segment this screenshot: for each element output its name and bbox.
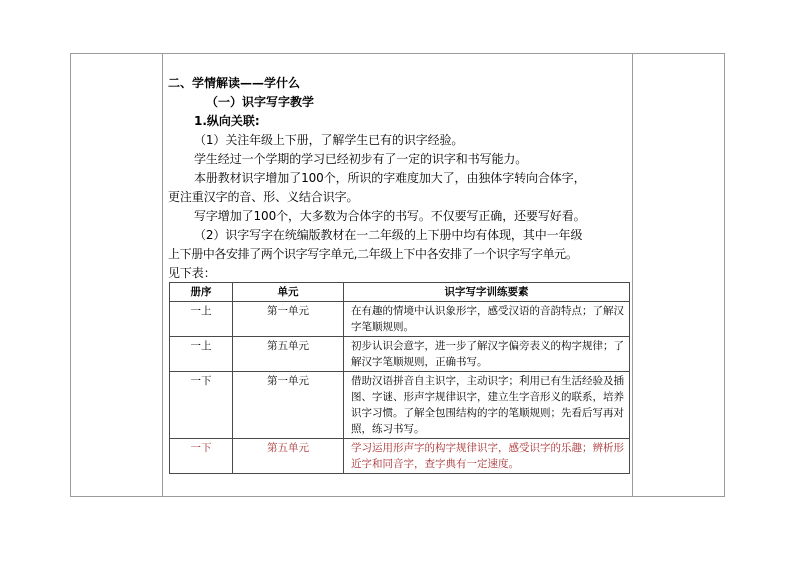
header-volume: 册序: [170, 283, 233, 302]
cell-volume: 一上: [170, 302, 233, 337]
paragraph: 上下册中各安排了两个识字写字单元,二年级上下中各安排了一个识字写字单元。: [168, 247, 578, 261]
cell-unit: 第一单元: [233, 302, 344, 337]
table-row: [170, 337, 630, 372]
cell-unit: 第五单元: [233, 337, 344, 372]
paragraph: 更注重汉字的音、形、义结合识字。: [168, 190, 359, 204]
header-content: 识字写字训练要素: [344, 283, 630, 302]
section-title: 二、学情解读——学什么: [168, 76, 301, 90]
paragraph: （1）关注年级上下册，了解学生已有的识字经验。: [194, 133, 464, 147]
table-header-row: [170, 283, 630, 302]
paragraph: 本册教材识字增加了100个，所识的字难度加大了，由独体字转向合体字，: [194, 171, 586, 185]
paragraph: 见下表：: [168, 266, 216, 280]
cell-content: 在有趣的情境中认识象形字，感受汉语的音韵特点；了解汉字笔顺规则。: [344, 302, 630, 337]
cell-unit: 第五单元: [233, 439, 344, 474]
paragraph: 写字增加了100个，大多数为合体字的书写。不仅要写正确，还要写好看。: [194, 209, 586, 223]
content-cell: [168, 74, 630, 283]
item-title: 1.纵向关联:: [194, 114, 260, 128]
cell-unit: 第一单元: [233, 372, 344, 439]
column-divider-right: [632, 53, 633, 497]
paragraph: （2）识字写字在统编版教材在一二年级的上下册中均有体现，其中一年级: [194, 228, 583, 242]
sub-title: （一）识字写字教学: [206, 95, 315, 109]
unit-table: [169, 282, 630, 474]
table-row-highlighted: [170, 439, 630, 474]
cell-content: 借助汉语拼音自主识字，主动识字；利用已有生活经验及插图、字谜、形声字规律识字，建立生字音形义的联系，培养识字习惯。了解全包围结构的字的笔顺规则；先看后写再对照，练习书写。: [344, 372, 630, 439]
column-divider-left: [162, 53, 163, 497]
cell-volume: 一下: [170, 372, 233, 439]
cell-content: 初步认识会意字，进一步了解汉字偏旁表义的构字规律；了解汉字笔顺规则，正确书写。: [344, 337, 630, 372]
table-row: [170, 372, 630, 439]
table-row: [170, 302, 630, 337]
cell-volume: 一上: [170, 337, 233, 372]
cell-content: 学习运用形声字的构字规律识字，感受识字的乐趣；辨析形近字和同音字，查字典有一定速度。: [344, 439, 630, 474]
paragraph: 学生经过一个学期的学习已经初步有了一定的识字和书写能力。: [194, 152, 528, 166]
cell-volume: 一下: [170, 439, 233, 474]
header-unit: 单元: [233, 283, 344, 302]
